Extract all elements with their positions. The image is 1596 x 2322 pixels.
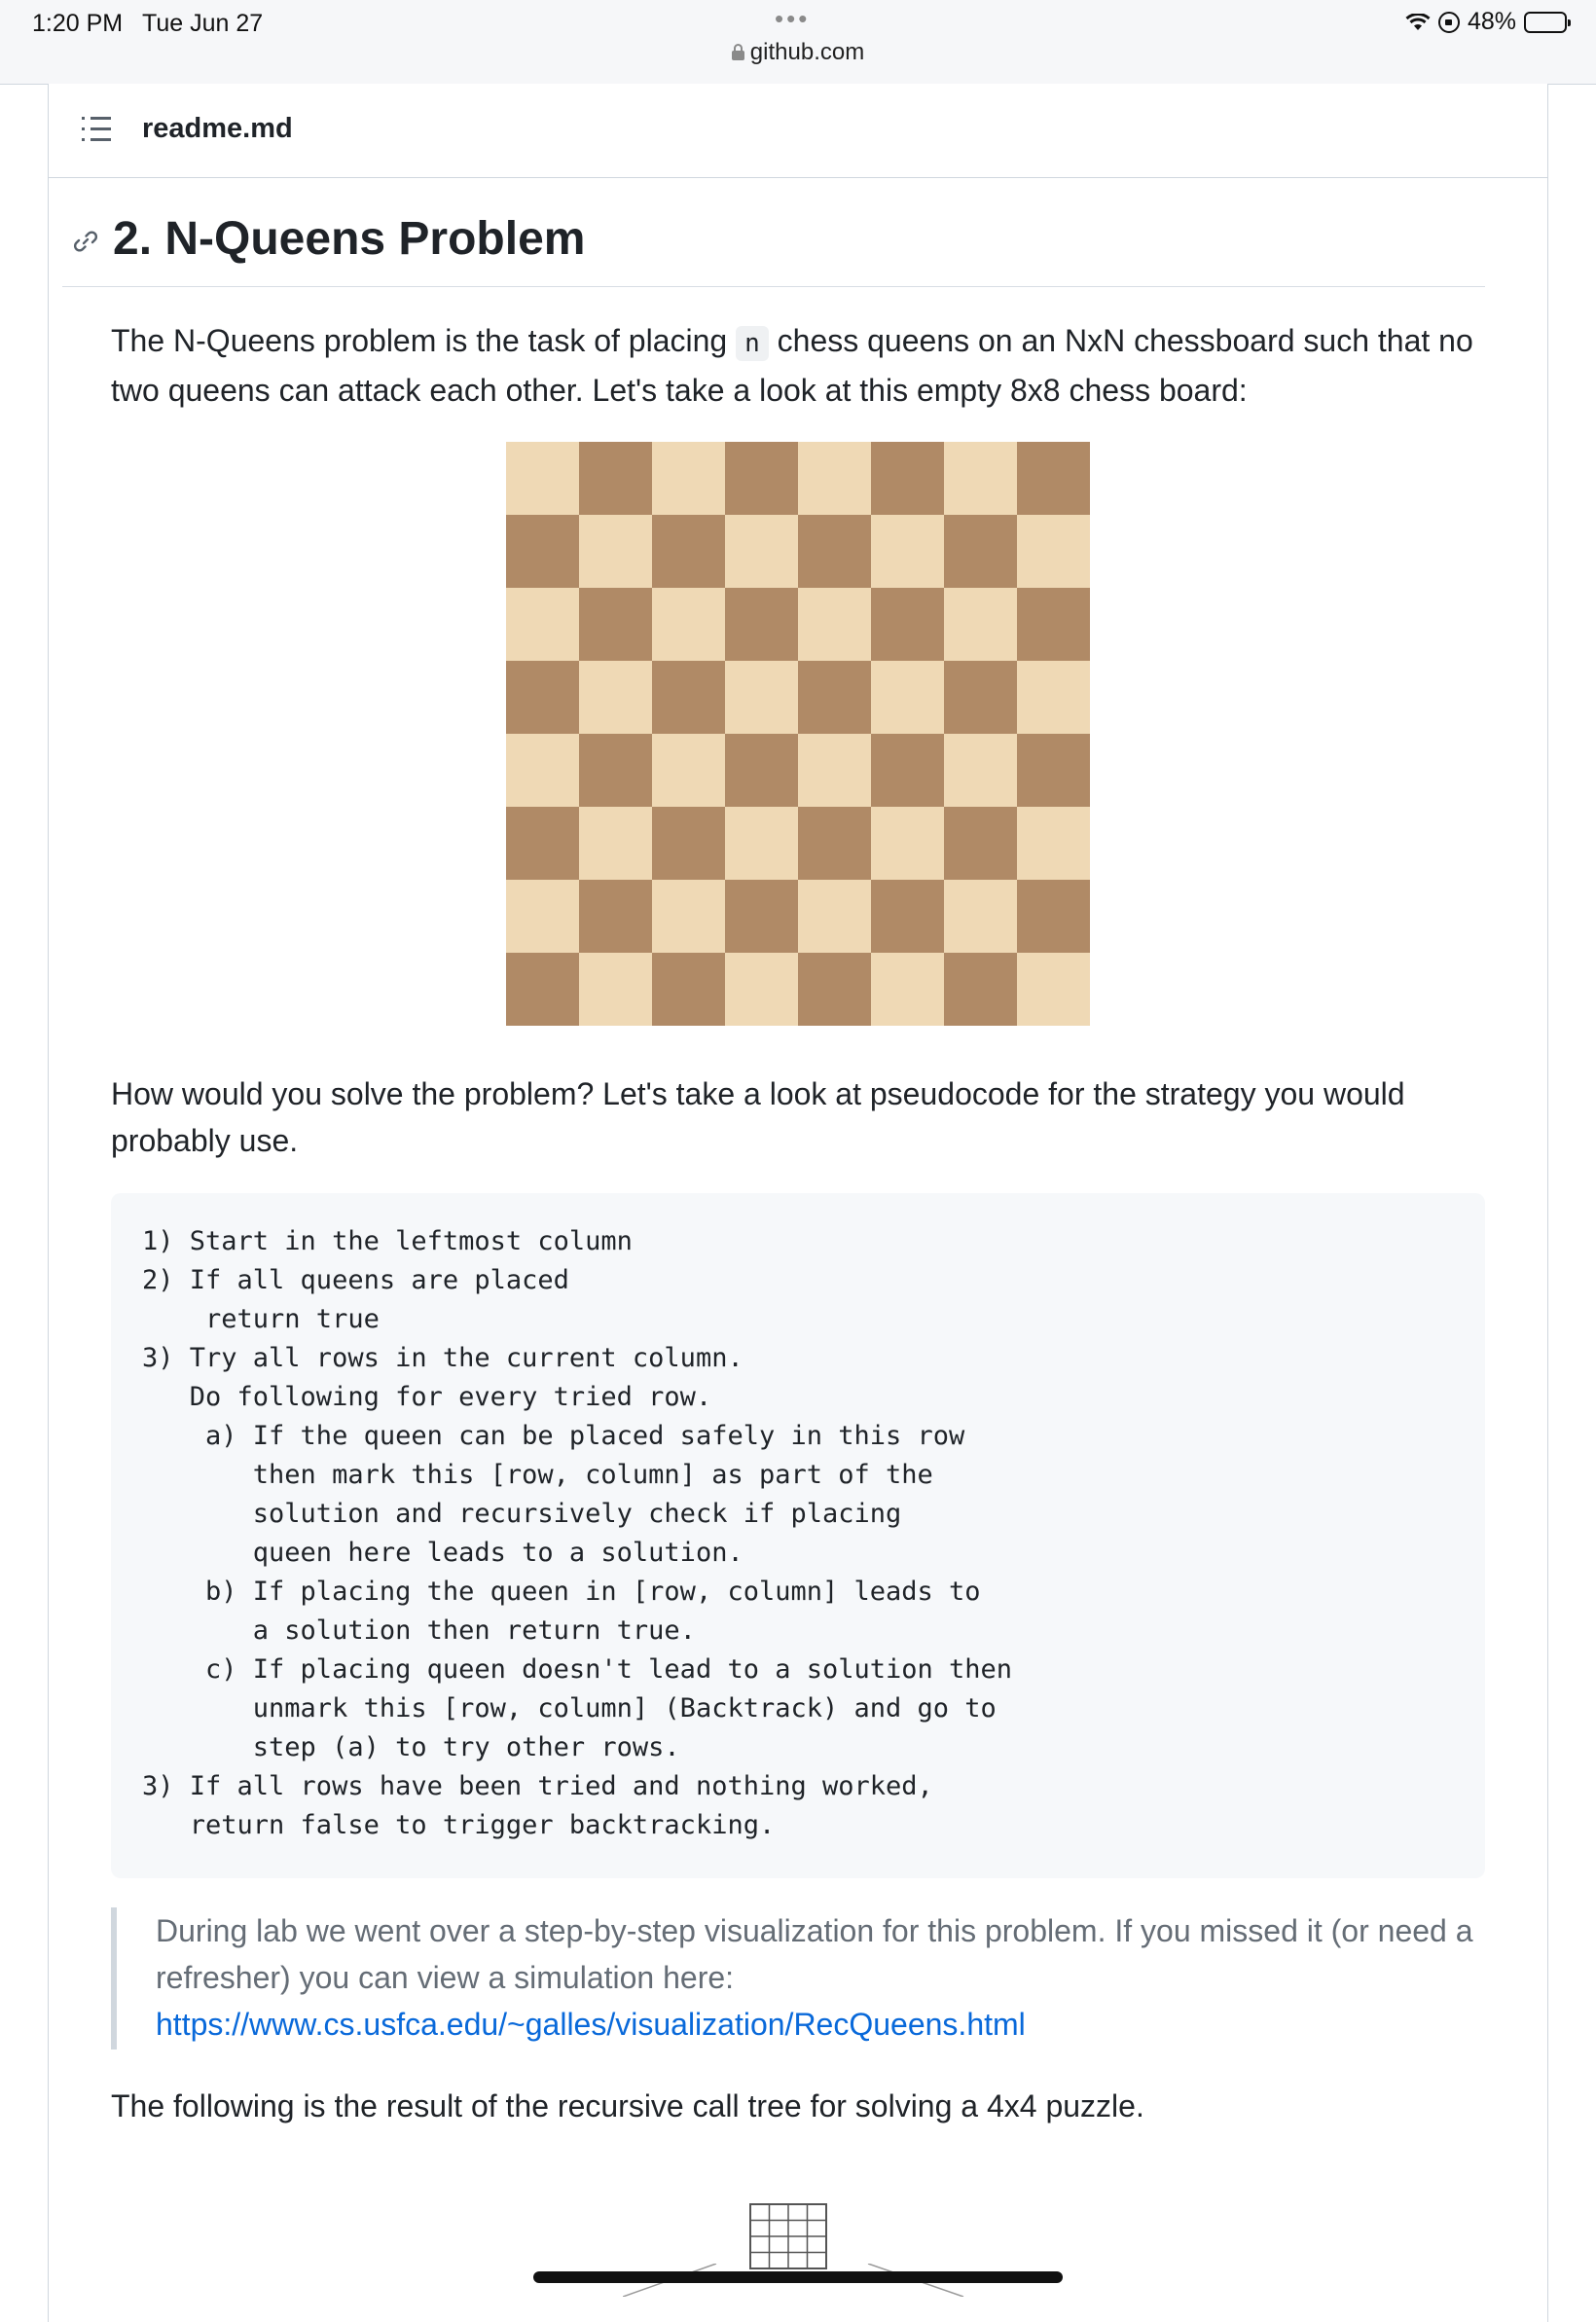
pseudocode-line: solution and recursively check if placing [252, 1499, 902, 1529]
board-square [579, 515, 652, 588]
board-square [1017, 734, 1090, 807]
rotation-lock-icon [1438, 12, 1460, 33]
lock-icon [732, 51, 744, 60]
board-square [652, 661, 725, 734]
board-square [725, 807, 798, 880]
board-square [798, 953, 871, 1026]
board-square [652, 442, 725, 515]
board-square [579, 953, 652, 1026]
board-square [871, 515, 944, 588]
pseudocode-line: a) If the queen can be placed safely in this row [205, 1421, 965, 1451]
pseudocode-text [142, 1222, 1012, 1845]
intro-paragraph [111, 317, 1493, 414]
pseudocode-line: unmark this [row, column] (Backtrack) and go to [252, 1693, 997, 1723]
section-heading [62, 208, 1485, 287]
file-header [49, 84, 1547, 178]
pseudocode-line: 2) If all queens are placed [142, 1265, 569, 1295]
board-square [579, 588, 652, 661]
board-square [506, 734, 579, 807]
board-square [506, 588, 579, 661]
board-square [944, 807, 1017, 880]
pseudocode-line: c) If placing queen doesn't lead to a solution then [205, 1654, 1013, 1685]
battery-percent: 48% [1467, 8, 1516, 35]
blockquote [111, 1907, 1491, 2050]
address-bar[interactable] [0, 39, 1596, 66]
blockquote-text [156, 1907, 1479, 2048]
intro-text-end: chess queens on an NxN chessboard such that no two queens can attack each other. Let's take a look at this empty 8x8 chess board: [111, 323, 1473, 408]
board-square [725, 734, 798, 807]
board-square [1017, 588, 1090, 661]
board-square [725, 442, 798, 515]
board-square [1017, 953, 1090, 1026]
page-title: 2. N-Queens Problem [113, 213, 586, 265]
pseudocode-line: 3) If all rows have been tried and nothing worked, [142, 1771, 933, 1801]
board-square [798, 807, 871, 880]
url-text: github.com [749, 39, 865, 65]
board-square [871, 588, 944, 661]
pseudocode-line: return false to trigger backtracking. [189, 1810, 776, 1840]
board-square [944, 515, 1017, 588]
board-square [944, 880, 1017, 953]
pseudocode-line: return true [205, 1304, 380, 1334]
board-square [579, 880, 652, 953]
status-time: 1:20 PM [32, 10, 124, 37]
pseudocode-line: then mark this [row, column] as part of the [252, 1460, 933, 1490]
board-square [944, 442, 1017, 515]
pseudocode-line: step (a) to try other rows. [252, 1732, 680, 1762]
link-icon[interactable] [72, 228, 99, 255]
board-square [652, 734, 725, 807]
call-tree-image [749, 2203, 827, 2269]
board-square [506, 515, 579, 588]
board-square [944, 661, 1017, 734]
board-square [506, 953, 579, 1026]
question-paragraph: How would you solve the problem? Let's take a look at pseudocode for the strategy you would probably use. [111, 1076, 1405, 1158]
board-square [944, 953, 1017, 1026]
board-square [579, 734, 652, 807]
list-icon[interactable] [82, 117, 111, 142]
wifi-icon [1405, 14, 1431, 31]
board-square [652, 953, 725, 1026]
board-square [798, 515, 871, 588]
home-indicator[interactable] [533, 2271, 1063, 2283]
pseudocode-line: queen here leads to a solution. [252, 1538, 744, 1568]
pseudocode-line: b) If placing the queen in [row, column] leads to [205, 1577, 981, 1607]
battery-icon [1524, 12, 1567, 33]
board-square [871, 807, 944, 880]
board-square [871, 442, 944, 515]
board-square [871, 734, 944, 807]
board-square [506, 661, 579, 734]
board-square [1017, 442, 1090, 515]
board-square [725, 515, 798, 588]
board-square [798, 442, 871, 515]
board-square [798, 734, 871, 807]
pseudocode-line: Do following for every tried row. [189, 1382, 712, 1412]
board-square [725, 588, 798, 661]
pseudocode-block [111, 1193, 1485, 1878]
board-square [506, 807, 579, 880]
status-indicators [1405, 8, 1567, 36]
board-square [579, 661, 652, 734]
board-square [652, 880, 725, 953]
tree-intro-paragraph: The following is the result of the recursive call tree for solving a 4x4 puzzle. [111, 2088, 1144, 2123]
board-square [798, 661, 871, 734]
board-square [725, 880, 798, 953]
inline-code-n: n [736, 326, 769, 361]
simulation-link[interactable]: https://www.cs.usfca.edu/~galles/visualization/RecQueens.html [156, 2007, 1026, 2042]
board-square [871, 953, 944, 1026]
board-square [871, 661, 944, 734]
status-bar [0, 0, 1596, 85]
board-square [506, 880, 579, 953]
blockquote-body: During lab we went over a step-by-step visualization for this problem. If you missed it (or need a refresher) you can view a simulation here: [156, 1913, 1473, 1995]
board-square [1017, 515, 1090, 588]
board-square [652, 588, 725, 661]
board-square [1017, 807, 1090, 880]
multitasking-dots[interactable]: ••• [775, 4, 811, 33]
board-square [579, 442, 652, 515]
intro-text-start: The N-Queens problem is the task of placing [111, 323, 737, 358]
board-square [652, 515, 725, 588]
board-square [944, 734, 1017, 807]
board-square [871, 880, 944, 953]
chess-board-image [506, 442, 1090, 1026]
board-square [652, 807, 725, 880]
board-square [944, 588, 1017, 661]
board-square [1017, 880, 1090, 953]
board-square [1017, 661, 1090, 734]
pseudocode-line: 3) Try all rows in the current column. [142, 1343, 744, 1373]
pseudocode-line: 1) Start in the leftmost column [142, 1226, 633, 1256]
board-square [506, 442, 579, 515]
board-square [725, 953, 798, 1026]
file-name: readme.md [142, 113, 293, 144]
board-square [725, 661, 798, 734]
board-square [798, 880, 871, 953]
status-date: Tue Jun 27 [142, 10, 264, 37]
pseudocode-line: a solution then return true. [252, 1615, 696, 1646]
board-square [579, 807, 652, 880]
board-square [798, 588, 871, 661]
